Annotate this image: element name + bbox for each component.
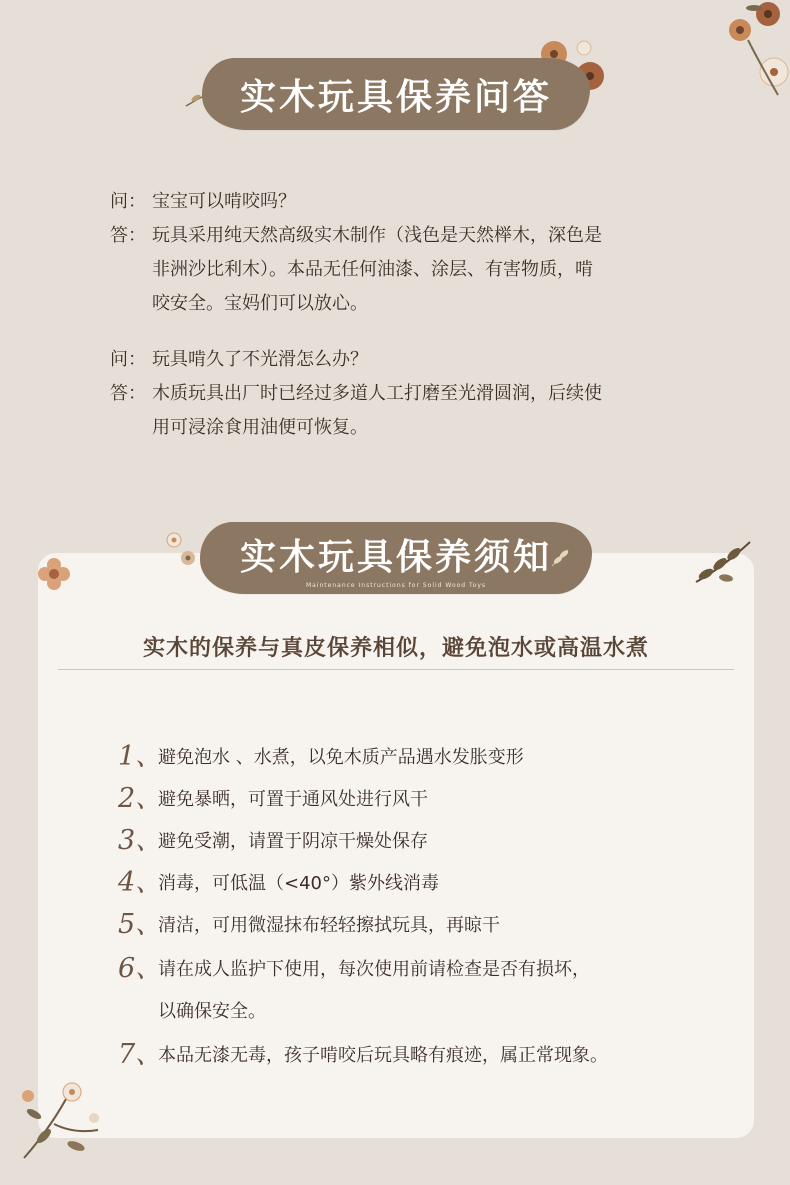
answer-prefix: 答： (110, 225, 146, 246)
answer-text (152, 219, 690, 321)
answer-line: 咬安全。宝妈们可以放心。 (152, 293, 368, 314)
qa-item (110, 185, 690, 321)
qa-title-banner (202, 58, 590, 130)
question-prefix: 问： (110, 349, 146, 370)
care-panel (38, 553, 754, 1138)
question-row (110, 343, 690, 377)
tip-text: 消毒，可低温（<40°）紫外线消毒 (158, 873, 439, 894)
answer-row (110, 377, 690, 445)
tip-number: 4、 (118, 867, 163, 898)
answer-line: 玩具采用纯天然高级实木制作（浅色是天然榉木，深色是 (152, 225, 602, 246)
tip-number: 2、 (118, 783, 163, 814)
question-text: 宝宝可以啃咬吗？ (152, 191, 296, 212)
flower-cluster-icon (14, 1074, 106, 1166)
care-title: 实木玩具保养须知 (239, 537, 552, 578)
tip-text: 避免暴晒，可置于通风处进行风干 (158, 789, 428, 810)
answer-line: 用可浸涂食用油便可恢复。 (152, 417, 368, 438)
answer-line: 木质玩具出厂时已经过多道人工打磨至光滑圆润，后续使 (152, 383, 602, 404)
tip-text: 避免泡水 、水煮，以免木质产品遇水发胀变形 (158, 747, 524, 768)
flower-cluster-icon (718, 0, 790, 110)
tip-number: 1、 (118, 741, 163, 772)
qa-item (110, 343, 690, 445)
tip-number: 3、 (118, 825, 163, 856)
leaf-sprig-icon (692, 538, 754, 586)
answer-row (110, 219, 690, 321)
flower-icon (36, 556, 72, 592)
tip-text: 本品无漆无毒，孩子啃咬后玩具略有痕迹，属正常现象。 (158, 1045, 608, 1066)
tip-text: 以确保安全。 (158, 1001, 266, 1022)
care-headline: 实木的保养与真皮保养相似，避免泡水或高温水煮 (142, 636, 649, 661)
tip-text: 避免受潮，请置于阴凉干燥处保存 (158, 831, 428, 852)
question-prefix: 问： (110, 191, 146, 212)
answer-line: 非洲沙比利木）。本品无任何油漆、涂层、有害物质，啃 (152, 259, 593, 280)
answer-text (152, 377, 690, 445)
question-text: 玩具啃久了不光滑怎么办？ (152, 349, 368, 370)
tip-number: 6、 (118, 953, 163, 984)
tip-text: 清洁，可用微湿抹布轻轻擦拭玩具，再晾干 (158, 915, 500, 936)
tip-number: 7、 (118, 1039, 163, 1070)
divider (58, 669, 734, 670)
tip-text: 请在成人监护下使用，每次使用前请检查是否有损坏， (158, 959, 590, 980)
leaf-sprig-icon (548, 546, 572, 570)
qa-title: 实木玩具保养问答 (239, 76, 552, 118)
answer-prefix: 答： (110, 383, 146, 404)
care-subtitle-en: Maintenance Instructions for Solid Wood Toys (305, 582, 486, 589)
care-title-banner (200, 522, 592, 594)
flower-cluster-icon (160, 528, 200, 570)
tip-number: 5、 (118, 909, 163, 940)
question-row (110, 185, 690, 219)
